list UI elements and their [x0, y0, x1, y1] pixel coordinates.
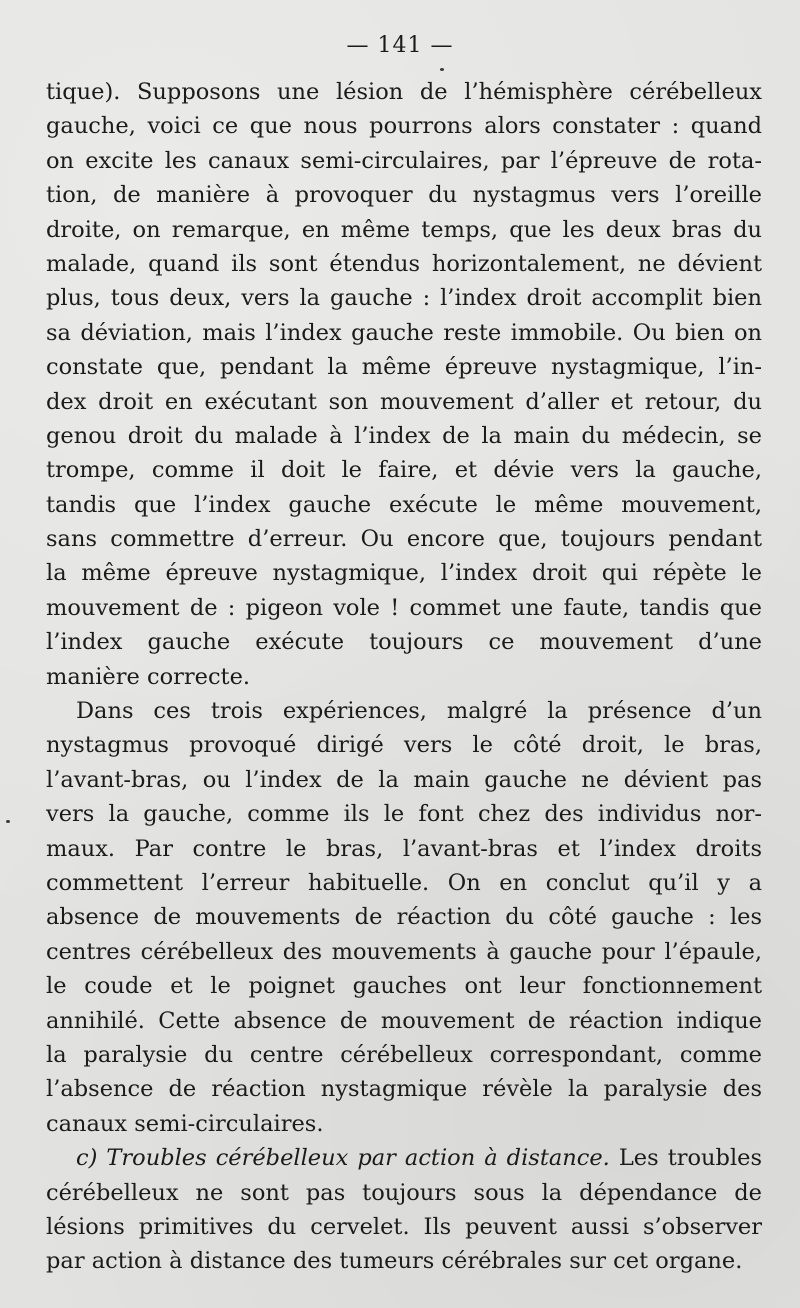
- text-line: cérébelleux ne sont pas toujours sous la dépendance de: [46, 1179, 762, 1206]
- text-line: maux. Par contre le bras, l’avant-bras et l’index droits: [46, 835, 762, 862]
- text-line: constate que, pendant la même épreuve nystagmique, l’in-: [46, 354, 762, 381]
- page-number: — 141 —: [346, 33, 454, 58]
- text-line: gauche, voici ce que nous pourrons alors constater : quand: [46, 113, 762, 140]
- paragraph-3: [46, 1141, 762, 1279]
- text-line: lésions primitives du cervelet. Ils peuvent aussi s’observer: [46, 1213, 762, 1240]
- text-line: trompe, comme il doit le faire, et dévie vers la gauche,: [46, 457, 762, 484]
- text-line: tion, de manière à provoquer du nystagmus vers l’oreille: [46, 182, 762, 209]
- text-line: manière correcte.: [46, 663, 251, 690]
- text-line: on excite les canaux semi-circulaires, par l’épreuve de rota-: [46, 147, 762, 174]
- text-line: le coude et le poignet gauches ont leur fonctionnement: [46, 973, 762, 1000]
- text-line: nystagmus provoqué dirigé vers le côté droit, le bras,: [46, 732, 762, 759]
- text-line: l’absence de réaction nystagmique révèle la paralysie des: [46, 1076, 762, 1103]
- print-speck: [6, 820, 10, 823]
- text-line: vers la gauche, comme ils le font chez des individus nor-: [46, 801, 762, 828]
- section-heading-line: [46, 1141, 762, 1175]
- text-line: la paralysie du centre cérébelleux correspondant, comme: [46, 1041, 762, 1068]
- text-line: sans commettre d’erreur. Ou encore que, toujours pendant: [46, 526, 762, 553]
- print-speck: [440, 68, 444, 71]
- text-line: plus, tous deux, vers la gauche : l’index droit accomplit bien: [46, 285, 762, 312]
- paragraph-2: [46, 694, 762, 1141]
- text-line: la même épreuve nystagmique, l’index droit qui répète le: [46, 560, 762, 587]
- text-line: canaux semi-circulaires.: [46, 1110, 324, 1137]
- text-line: genou droit du malade à l’index de la main du médecin, se: [46, 422, 762, 449]
- text-line: dex droit en exécutant son mouvement d’aller et retour, du: [46, 388, 762, 415]
- text-line: malade, quand ils sont étendus horizontalement, ne dévient: [46, 250, 762, 277]
- text-line: annihilé. Cette absence de mouvement de réaction indique: [46, 1007, 762, 1034]
- text-line: droite, on remarque, en même temps, que les deux bras du: [46, 216, 762, 243]
- text-line: l’avant-bras, ou l’index de la main gauche ne dévient pas: [46, 766, 762, 793]
- text-line: centres cérébelleux des mouvements à gauche pour l’épaule,: [46, 938, 762, 965]
- text-line: Dans ces trois expériences, malgré la présence d’un: [76, 698, 762, 725]
- page-body: [46, 75, 762, 1279]
- paragraph-1: [46, 75, 762, 694]
- section-heading: c) Troubles cérébelleux par action à distance.: [76, 1145, 610, 1172]
- text-line: commettent l’erreur habituelle. On en conclut qu’il y a: [46, 869, 762, 896]
- text-line: l’index gauche exécute toujours ce mouvement d’une: [46, 629, 762, 656]
- text-line: sa déviation, mais l’index gauche reste immobile. Ou bien on: [46, 319, 762, 346]
- text-line: tique). Supposons une lésion de l’hémisphère cérébelleux: [46, 79, 762, 105]
- text-line: tandis que l’index gauche exécute le même mouvement,: [46, 491, 762, 518]
- text-line: mouvement de : pigeon vole ! commet une faute, tandis que: [46, 594, 762, 621]
- text-line: absence de mouvements de réaction du côté gauche : les: [46, 904, 762, 931]
- text-line: par action à distance des tumeurs cérébrales sur cet organe.: [46, 1248, 743, 1275]
- heading-line-rest: Les troubles: [609, 1145, 762, 1172]
